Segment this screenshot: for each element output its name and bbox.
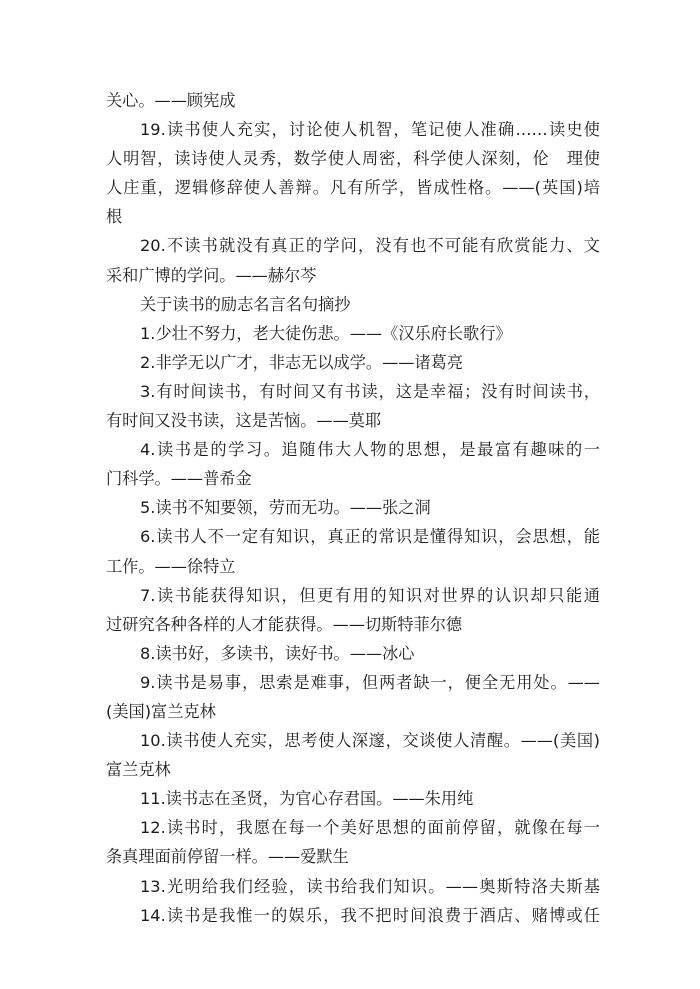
text-line: 2.非学无以广才，非志无以成学。——诸葛亮 xyxy=(140,352,464,372)
text-line: 富兰克林 xyxy=(106,760,171,780)
section-heading: 关于读书的励志名言名句摘抄 xyxy=(140,294,351,314)
text-line: 过研究各种各样的人才能获得。——切斯特菲尔德 xyxy=(106,614,463,634)
text-line: 条真理面前停留一样。——爱默生 xyxy=(106,847,349,867)
text-line: 13.光明给我们经验，读书给我们知识。——奥斯特洛夫斯基 xyxy=(140,876,600,896)
text-line: 根 xyxy=(106,207,123,227)
text-line: 工作。——徐特立 xyxy=(106,556,236,576)
text-line: 采和广博的学问。——赫尔芩 xyxy=(106,265,317,285)
text-line: 有时间又没书读，这是苦恼。——莫耶 xyxy=(106,411,382,431)
text-line: 19.读书使人充实，讨论使人机智，笔记使人准确……读史使 xyxy=(140,120,600,140)
text-line: 11.读书志在圣贤，为官心存君国。——朱用纯 xyxy=(140,789,474,809)
text-line: 6.读书人不一定有知识，真正的常识是懂得知识，会思想，能 xyxy=(140,527,600,547)
text-line: 20.不读书就没有真正的学问，没有也不可能有欣赏能力、文 xyxy=(140,236,600,256)
text-line: (美国)富兰克林 xyxy=(106,701,216,721)
text-line: 4.读书是的学习。追随伟大人物的思想，是最富有趣味的一 xyxy=(140,440,600,460)
text-line: 5.读书不知要领，劳而无功。——张之洞 xyxy=(140,498,431,518)
text-line: 9.读书是易事，思索是难事，但两者缺一，便全无用处。—— xyxy=(140,672,600,692)
text-line: 8.读书好，多读书，读好书。——冰心 xyxy=(140,643,415,663)
text-line: 关心。——顾宪成 xyxy=(106,91,236,110)
text-line: 人庄重，逻辑修辞使人善辩。凡有所学，皆成性格。——(英国)培 xyxy=(106,178,600,198)
text-line: 14.读书是我惟一的娱乐，我不把时间浪费于酒店、赌博或任 xyxy=(140,905,600,925)
text-line: 门科学。——普希金 xyxy=(106,469,252,489)
text-line: 3.有时间读书，有时间又有书读，这是幸福；没有时间读书， xyxy=(140,381,600,401)
text-line: 7.读书能获得知识，但更有用的知识对世界的认识却只能通 xyxy=(140,585,600,605)
document-page xyxy=(106,86,600,930)
text-line: 1.少壮不努力，老大徒伤悲。——《汉乐府长歌行》 xyxy=(140,323,512,343)
text-line: 人明智，读诗使人灵秀，数学使人周密，科学使人深刻，伦 理使 xyxy=(106,149,600,169)
text-line: 10.读书使人充实，思考使人深邃，交谈使人清醒。——(美国) xyxy=(140,731,600,751)
text-line: 12.读书时，我愿在每一个美好思想的面前停留，就像在每一 xyxy=(140,818,600,838)
